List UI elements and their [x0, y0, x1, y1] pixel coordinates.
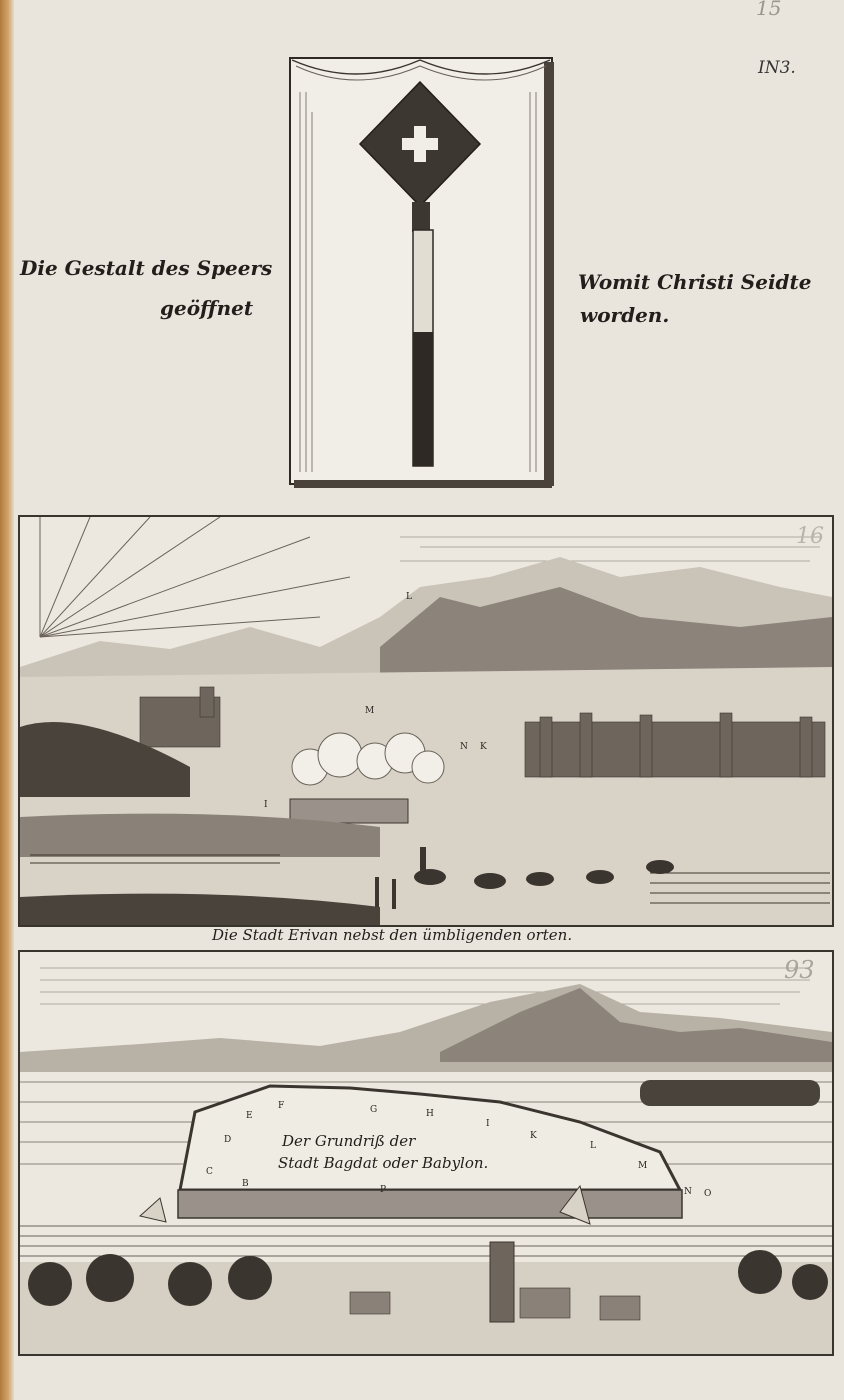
bagdad-title-line1: Der Grundriß der — [282, 1132, 416, 1150]
bagdad-plan-illustration — [20, 952, 832, 1354]
erivan-landscape-illustration — [20, 517, 832, 925]
erivan-caption: Die Stadt Erivan nebst den ümbligenden orten. — [212, 926, 573, 944]
pencil-mark-middle: 16 — [796, 524, 824, 549]
bagdad-letter-o: O — [704, 1189, 712, 1199]
bagdad-view-panel — [18, 950, 834, 1356]
spear-caption-left-line2: geöffnet — [160, 296, 254, 320]
spear-illustration — [286, 52, 562, 492]
bagdad-title-line2: Stadt Bagdat oder Babylon. — [278, 1154, 489, 1172]
erivan-letter-i: I — [264, 800, 268, 810]
erivan-letter-k: K — [480, 742, 487, 752]
pencil-mark-bottom: 93 — [784, 956, 815, 984]
erivan-letter-m: M — [365, 706, 375, 716]
bagdad-letter-h: H — [426, 1109, 434, 1119]
bagdad-letter-p: P — [380, 1185, 387, 1195]
pencil-mark-top: 15 — [756, 0, 782, 20]
book-page-edge — [0, 0, 14, 1400]
erivan-letter-n: N — [460, 742, 468, 752]
spear-plate — [286, 52, 562, 492]
erivan-view-panel — [18, 515, 834, 927]
bagdad-letter-i: I — [486, 1119, 490, 1129]
bagdad-letter-e: E — [246, 1111, 253, 1121]
erivan-letter-l: L — [406, 592, 412, 602]
bagdad-letter-f: F — [278, 1101, 285, 1111]
bagdad-letter-c: C — [206, 1167, 213, 1177]
plate-number: IN3. — [758, 58, 796, 78]
spear-caption-left-line1: Die Gestalt des Speers — [20, 256, 273, 280]
bagdad-letter-d: D — [224, 1135, 232, 1145]
bagdad-letter-g: G — [370, 1105, 378, 1115]
spear-caption-right-line1: Womit Christi Seidte — [578, 270, 812, 294]
spear-caption-right-line2: worden. — [580, 303, 670, 327]
bagdad-letter-n: N — [684, 1187, 692, 1197]
bagdad-letter-m: M — [638, 1161, 648, 1171]
bagdad-letter-l: L — [590, 1141, 596, 1151]
bagdad-letter-b: B — [242, 1179, 249, 1189]
bagdad-letter-k: K — [530, 1131, 537, 1141]
